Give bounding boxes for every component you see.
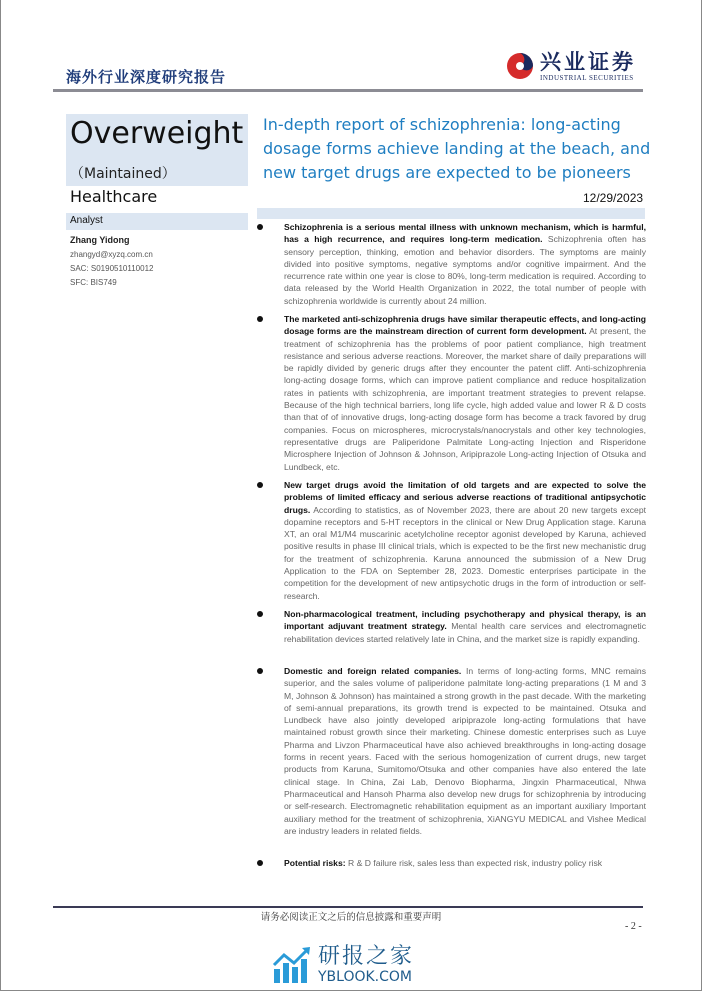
report-date: 12/29/2023 <box>583 191 644 205</box>
report-title: In-depth report of schizophrenia: long-acting dosage forms achieve landing at the beach, and new target drugs are expected to be pioneers <box>263 115 651 182</box>
company-logo <box>506 50 636 82</box>
sector-name: Healthcare <box>70 187 158 206</box>
bullet-lead: New target drugs avoid the limitation of old targets and are expected to solve the problems of limited efficacy and serious adverse reactions of traditional antipsychotic drugs. <box>284 480 646 515</box>
bullet-dot-icon <box>257 860 263 866</box>
bullet-dot-icon <box>257 611 263 617</box>
bullet-lead: Schizophrenia is a serious mental illness with unknown mechanism, which is harmful, has a high recurrence, and requires long-term medication. <box>284 222 646 245</box>
bullet-lead: The marketed anti-schizophrenia drugs have similar therapeutic effects, and long-acting dosage forms are the mainstream direction of current form development. <box>284 314 646 337</box>
watermark <box>272 945 414 985</box>
bar-chart-arrow-icon <box>272 947 312 983</box>
analyst-email[interactable]: zhangyd@xyzq.com.cn <box>70 250 153 259</box>
analyst-sac: SAC: S0190510110012 <box>70 264 154 273</box>
bullet-lead: Non-pharmacological treatment, including psychotherapy and physical therapy, is an important adjuvant treatment strategy. <box>284 609 646 632</box>
rating: Overweight <box>70 116 244 151</box>
watermark-english: YBLOOK.COM <box>318 969 413 985</box>
footer-disclaimer: 请务必阅读正文之后的信息披露和重要声明 <box>260 912 442 923</box>
bullet-dot-icon <box>257 316 263 322</box>
bullet-lead: Domestic and foreign related companies. <box>284 666 462 676</box>
analyst-name: Zhang Yidong <box>70 235 130 245</box>
bullet-dot-icon <box>257 668 263 674</box>
logo-chinese-name: 兴业证券 <box>540 49 636 74</box>
bullet-body: Schizophrenia often has sensory perception, thinking, emotion and behavior disorders. The symptoms are mainly divided into positive symptoms, negative symptoms and/or cognitive impairment. And the recurrence rate within one year is close to 80%, long-term medication is required. According to data released by the World Health Organization in 2022, the total number of people with schizophrenia worldwide is currently about 24 million. <box>284 234 646 306</box>
bullet-lead: Potential risks: <box>284 858 346 868</box>
summary-header-bar <box>257 208 645 219</box>
rating-status: （Maintained） <box>70 166 176 182</box>
bullet-dot-icon <box>257 482 263 488</box>
bullet-body: R & D failure risk, sales less than expected risk, industry policy risk <box>345 858 603 868</box>
bullet-body: According to statistics, as of November 2023, there are about 20 new targets except dopamine receptors and 5-HT receptors in the clinical or New Drug Application stage. Karuna XT, an oral M1/M4 muscarinic acetylcholine receptor agonist developed by Karuna, achieved positive results in phase III clinical trials, which is expected to be the first new mechanistic drug for the treatment of schizophrenia. Karuna announced the submission of a New Drug Application to the FDA on September 28, 2023. Domestic enterprises participate in the competition for the development of new antipsychotic drugs in the form of introduction or self-research. <box>284 504 646 601</box>
header-divider <box>53 89 643 92</box>
logo-swirl-icon <box>506 52 534 80</box>
logo-english-name: INDUSTRIAL SECURITIES <box>540 74 634 82</box>
watermark-chinese: 研报之家 <box>318 944 415 969</box>
bullet-dot-icon <box>257 224 263 230</box>
page-number: - 2 - <box>625 921 642 932</box>
bullet-body: Mental health care services and electromagnetic rehabilitation devices started relatively late in China, and the market size is rapidly expanding. <box>284 621 646 644</box>
bullet-body: In terms of long-acting forms, MNC remains superior, and the sales volume of paliperidone palmitate long-acting preparations (1 M and 3 M, Johnson & Johnson) has maintained a strong growth in the past decade. With the marketing of semi-annual preparations, its growth trend is expected to be maintained. Otsuka and Lundbeck have also jointly developed aripiprazole long-acting formulations that have maintained robust growth since their marketing. Chinese domestic enterprises such as Luye Pharma and Livzon Pharmaceutical have also achieved breakthroughs in long-acting dosage forms in recent years. Faced with the serious homogenization of current drugs, new target products from Karuna, Sumitomo/Otsuka and other companies have also entered the late clinical stage. In China, Zai Lab, Denovo Biopharma, Jingxin Pharmaceutical, Nhwa Pharmaceutical and Hansoh Pharma also develop new drugs for schizophrenia by introducing or self-research. Electromagnetic rehabilitation equipment as an important auxiliary Important auxiliary method for the treatment of schizophrenia, XiANGYU MEDICAL and Vishee Medical are industry leaders in related fields. <box>284 666 646 836</box>
report-type-heading: 海外行业深度研究报告 <box>66 68 227 86</box>
analyst-label: Analyst <box>70 215 103 226</box>
analyst-sfc: SFC: BIS749 <box>70 278 117 287</box>
bullet-body: At present, the treatment of schizophrenia has the problems of poor patient compliance, high treatment resistance and serious adverse reactions. Moreover, the market share of daily preparations will be rapidly divided by generic drugs after they encounter the patent cliff. Anti-schizophrenia long-acting dosage forms, which can improve patient compliance and reduce hospitalization rates in patients with schizophrenia, are important treatment strategies to prevent relapse. Because of the high technical barriers, long life cycle, high added value and lower R & D costs than that of of innovative drugs, long-acting dosage form has become a track favored by drug companies. Focus on microspheres, microcrystals/nanocrystals and other key technologies, representative drugs are Paliperidone Palmitate Long-acting Injection and Risperidone Microsphere Injection of Johnson & Johnson, Aripiprazole Long-acting Injection of Otsuka and Lundbeck, etc. <box>284 326 646 472</box>
footer-divider <box>53 906 643 908</box>
